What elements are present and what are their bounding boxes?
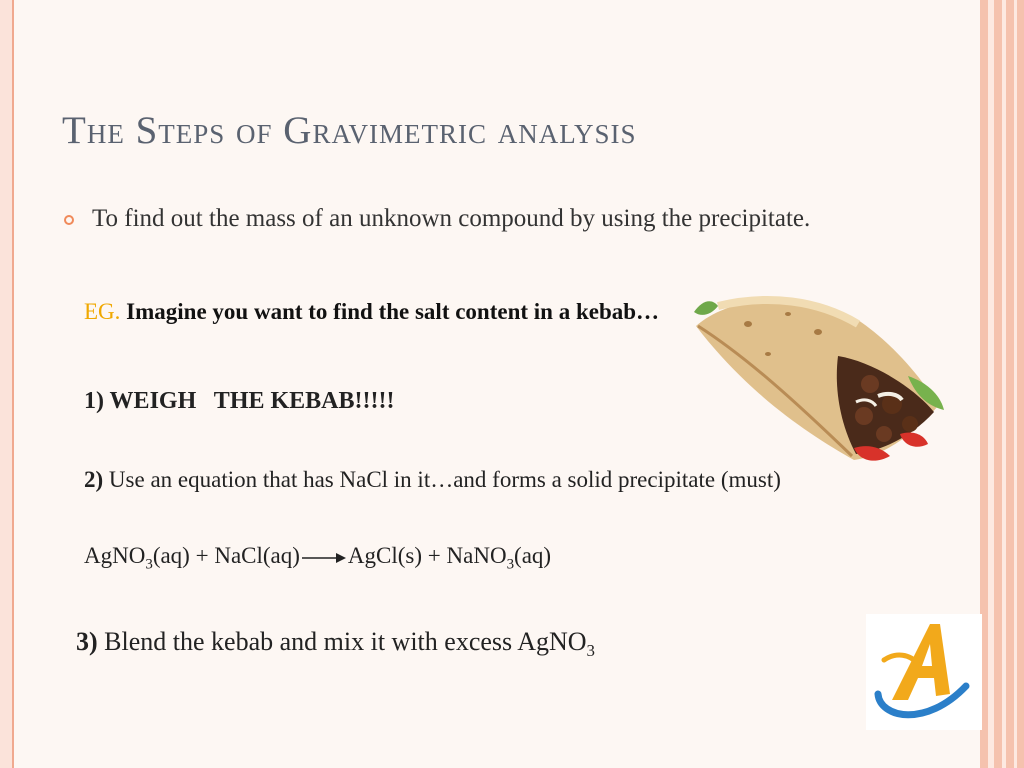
step-2 [84, 466, 804, 493]
eq-plus-2: + [422, 543, 447, 568]
chemical-equation [84, 543, 551, 574]
left-border-decoration [0, 0, 14, 768]
eq-reactant-1: AgNO$_3$(aq) [84, 543, 190, 573]
bullet-circle-icon [64, 215, 74, 225]
step-3-number: 3) [76, 627, 98, 656]
example-prefix: EG. [84, 299, 121, 324]
example-line [84, 298, 684, 326]
step-2-number: 2) [84, 467, 104, 492]
eq-reactant-2: NaCl(aq) [214, 543, 300, 568]
reaction-arrow-icon [302, 551, 346, 565]
step-3-text: Blend the kebab and mix it with excess AgNO [97, 627, 587, 656]
bullet-text: To find out the mass of an unknown compound by using the precipitate. [92, 205, 811, 232]
slide-title: The Steps of Gravimetric analysis [62, 109, 637, 152]
right-border-decoration [980, 0, 1024, 768]
logo-a-icon [866, 614, 982, 730]
step-1: 1) WEIGH THE KEBAB!!!!! [84, 388, 395, 414]
eq-product-2: NaNO$_3$(aq) [446, 543, 552, 573]
example-text: Imagine you want to find the salt content in a kebab… [120, 299, 660, 324]
kebab-image [688, 284, 950, 468]
step-3-subscript: 3 [586, 641, 595, 661]
eq-plus-1: + [189, 543, 215, 568]
logo-box [866, 614, 982, 730]
step-2-text: Use an equation that has NaCl in it…and forms a solid precipitate (must) [103, 467, 781, 492]
step-3 [76, 626, 636, 667]
eq-product-1: AgCl(s) [347, 543, 423, 568]
